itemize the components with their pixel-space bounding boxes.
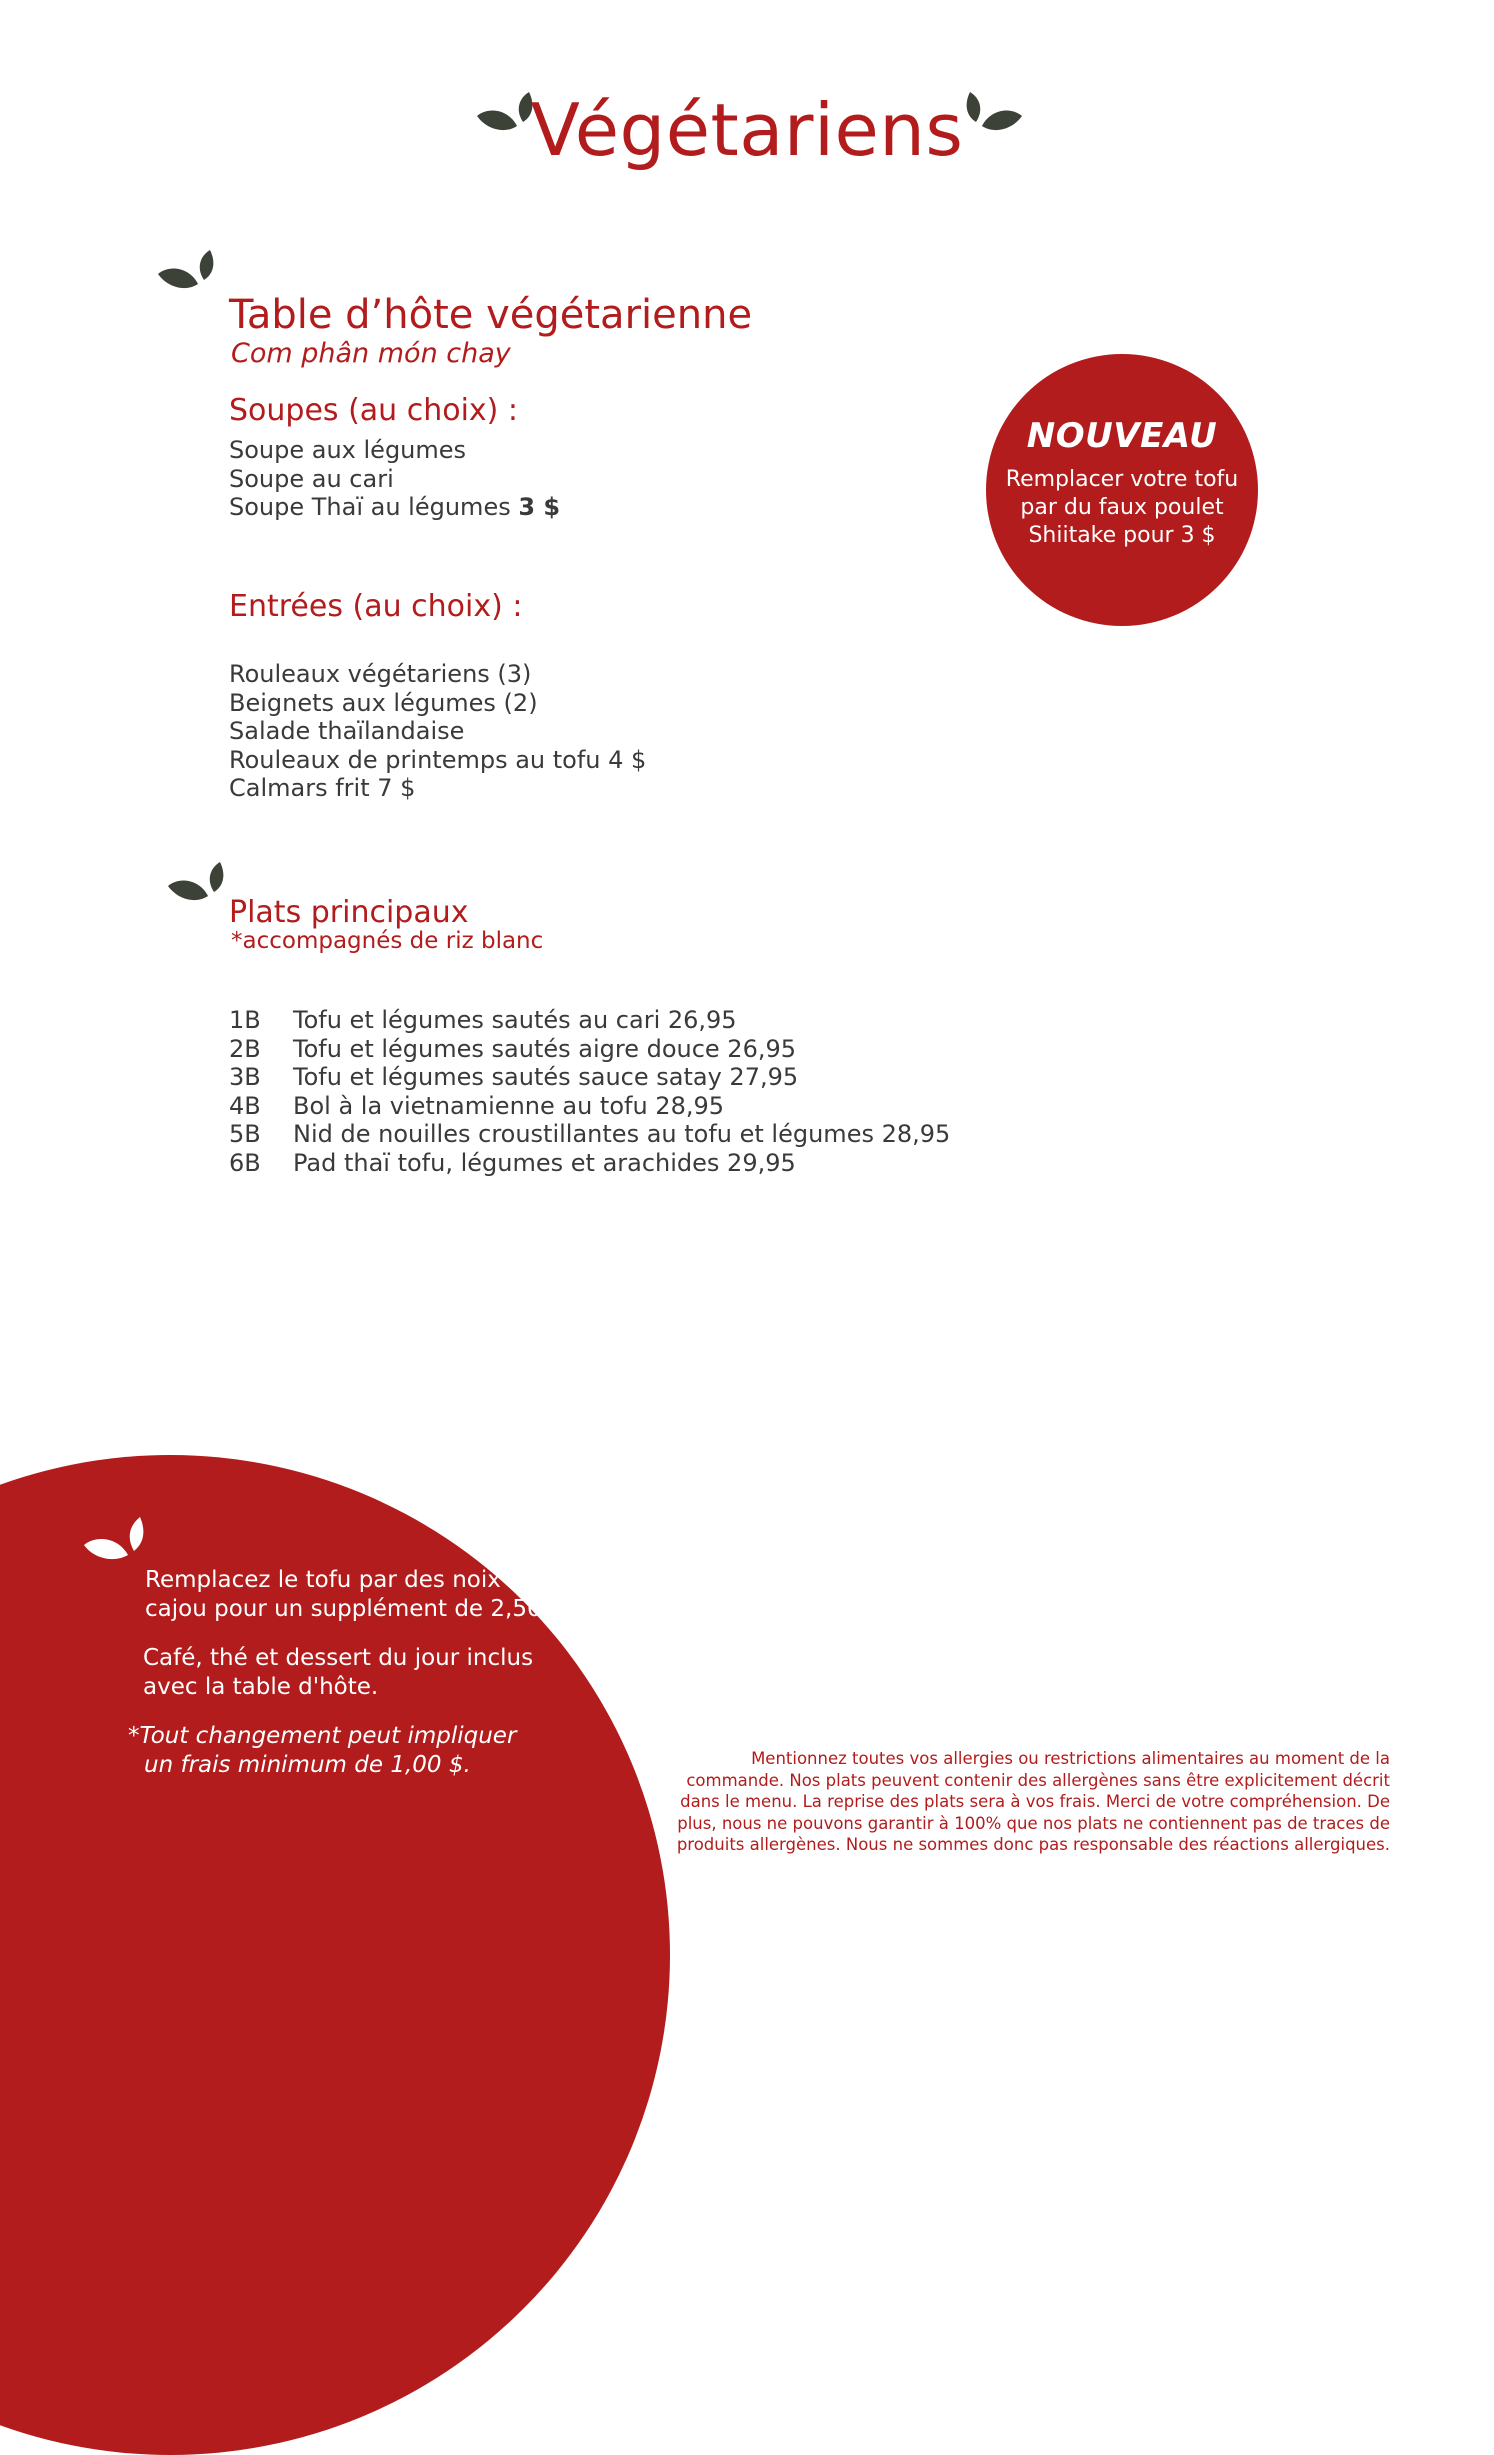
list-item: Calmars frit 7 $	[229, 774, 416, 802]
soupes-title: Soupes (au choix) :	[229, 393, 519, 428]
item-code: 5B	[229, 1120, 261, 1148]
item-description: Tofu et légumes sautés aigre douce 26,95	[293, 1034, 797, 1063]
item-price: 3 $	[518, 493, 561, 521]
item-code: 1B	[229, 1006, 261, 1034]
disclaimer-line: produits allergènes. Nous ne sommes donc pas responsable des réactions allergiques.	[676, 1835, 1390, 1854]
note-line: *Tout changement peut impliquer	[128, 1723, 517, 1749]
cashew-note	[145, 1566, 571, 1624]
nouveau-badge	[986, 354, 1258, 626]
badge-line: Remplacer votre tofu	[1005, 467, 1239, 492]
badge-line: par du faux poulet	[1020, 495, 1224, 520]
list-item: Soupe aux légumes	[229, 436, 467, 464]
list-item: Rouleaux végétariens (3)	[229, 660, 532, 688]
list-item: Rouleaux de printemps au tofu 4 $	[229, 745, 647, 774]
disclaimer-line: commande. Nos plats peuvent contenir des allergènes sans être explicitement décrit	[686, 1770, 1390, 1790]
badge-text	[986, 466, 1258, 550]
item-description: Bol à la vietnamienne au tofu 28,95	[293, 1091, 725, 1120]
allergy-disclaimer	[660, 1748, 1390, 1856]
leaf-icon	[156, 248, 222, 304]
entrees-list	[229, 660, 646, 803]
list-item: Beignets aux légumes (2)	[229, 688, 538, 717]
note-line: Remplacez le tofu par des noix de	[145, 1567, 537, 1593]
table-row	[229, 1149, 950, 1178]
disclaimer-line: plus, nous ne pouvons garantir à 100% que nos plats ne contiennent pas de traces de	[677, 1813, 1390, 1833]
item-description: Nid de nouilles croustillantes au tofu et légumes 28,95	[293, 1120, 951, 1148]
leaf-icon	[166, 860, 232, 916]
item-description: Tofu et légumes sautés sauce satay 27,95	[293, 1063, 799, 1091]
table-hote-subtitle: Com phân món chay	[231, 338, 511, 369]
table-row	[229, 1092, 950, 1121]
item-code: 3B	[229, 1063, 261, 1091]
table-row	[229, 1063, 950, 1092]
table-row	[229, 1006, 950, 1035]
badge-line: Shiitake pour 3 $	[1028, 523, 1216, 548]
soupes-list	[229, 436, 560, 522]
table-hote-title: Table d’hôte végétarienne	[229, 292, 753, 338]
disclaimer-line: dans le menu. La reprise des plats sera à vos frais. Merci de votre compréhension. De	[680, 1792, 1390, 1811]
item-code: 6B	[229, 1148, 261, 1177]
note-line: avec la table d'hôte.	[143, 1674, 379, 1700]
leaf-icon	[958, 92, 1024, 144]
change-fee-note	[128, 1722, 516, 1780]
list-item: Salade thaïlandaise	[229, 717, 465, 745]
item-description: Pad thaï tofu, légumes et arachides 29,95	[293, 1148, 796, 1177]
item-code: 4B	[229, 1091, 261, 1120]
entrees-title: Entrées (au choix) :	[229, 589, 523, 624]
note-line: Café, thé et dessert du jour inclus	[143, 1645, 534, 1671]
item-code: 2B	[229, 1034, 261, 1063]
leaf-icon	[82, 1515, 148, 1577]
page-title: Végétariens	[530, 88, 964, 172]
item-label: Soupe Thaï au légumes	[229, 493, 519, 521]
list-item: Soupe au cari	[229, 464, 394, 493]
plats-subtitle: *accompagnés de riz blanc	[231, 928, 544, 954]
plats-list	[229, 1006, 950, 1177]
disclaimer-line: Mentionnez toutes vos allergies ou restrictions alimentaires au moment de la	[751, 1749, 1390, 1768]
table-row	[229, 1035, 950, 1064]
note-line: un frais minimum de 1,00 $.	[144, 1752, 471, 1778]
note-line: cajou pour un supplément de 2,50 $.	[145, 1596, 571, 1622]
list-item	[229, 493, 560, 522]
badge-title: NOUVEAU	[1026, 416, 1218, 456]
table-row	[229, 1120, 950, 1149]
plats-title: Plats principaux	[229, 895, 469, 930]
item-description: Tofu et légumes sautés au cari 26,95	[293, 1006, 737, 1034]
included-note	[143, 1644, 533, 1702]
